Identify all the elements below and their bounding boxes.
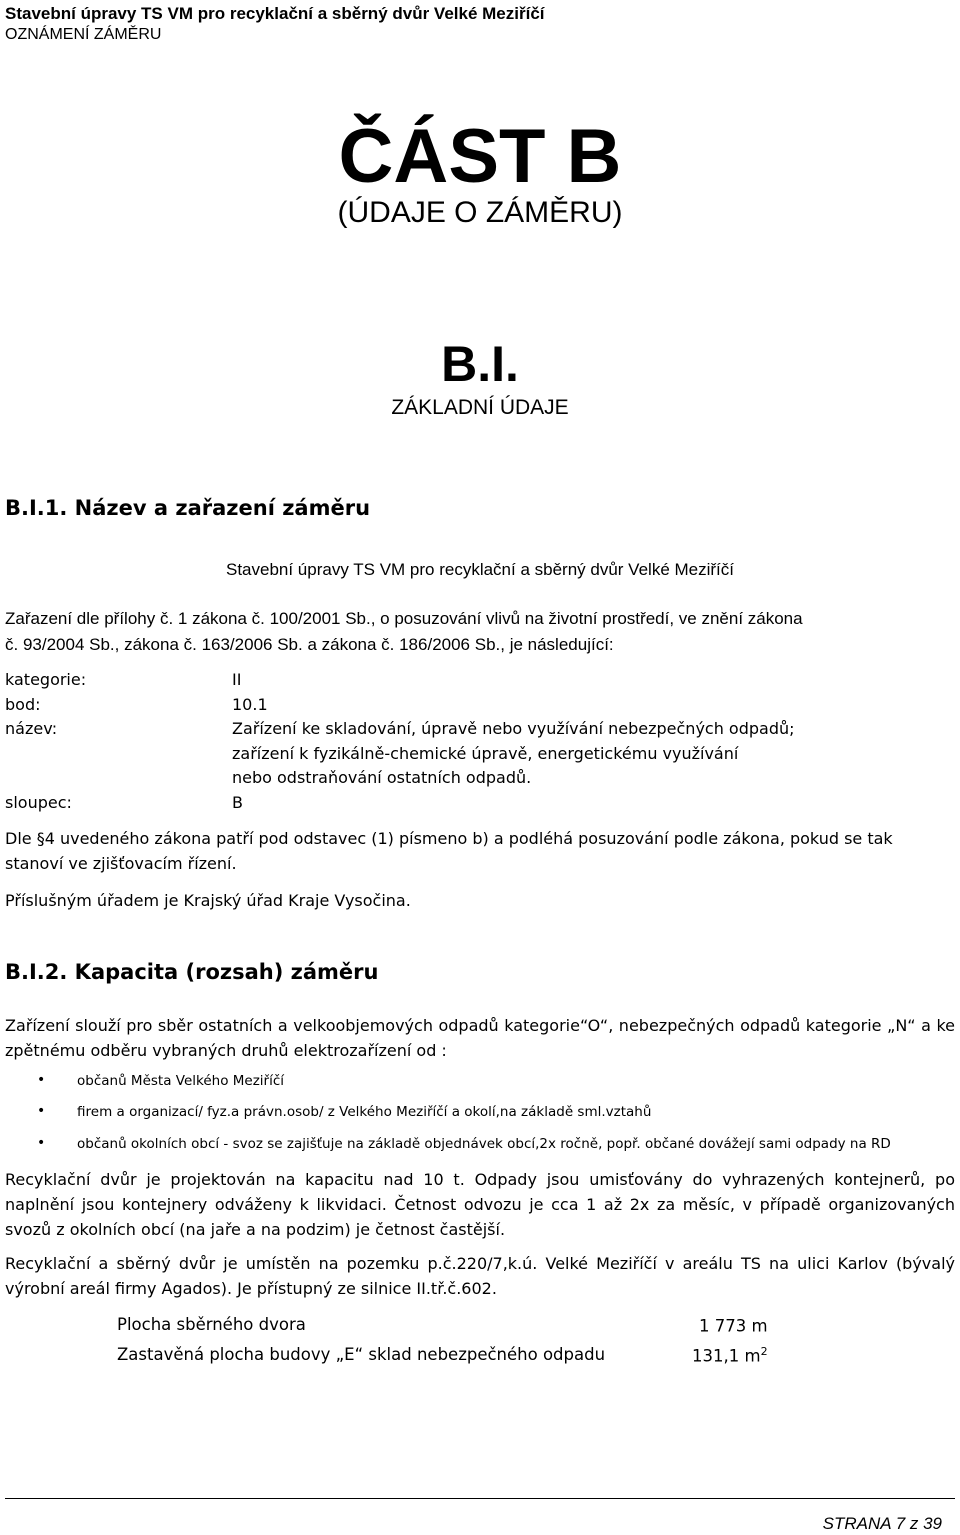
bullet-marker: • xyxy=(37,1072,46,1088)
nazev-value-line3: nebo odstraňování ostatních odpadů. xyxy=(232,768,532,787)
part-subtitle: (ÚDAJE O ZÁMĚRU) xyxy=(337,196,623,229)
capacity-intro: Zařízení slouží pro sběr ostatních a velkoobjemových odpadů kategorie“O“, nebezpečných odpadů kategorie „N“ a ke zpětnému odběru vybraných druhů elektrozařízení od : xyxy=(5,1016,955,1060)
section-2-heading: B.I.2. Kapacita (rozsah) záměru xyxy=(5,960,379,984)
kategorie-value: II xyxy=(232,670,242,689)
footer-divider xyxy=(5,1498,955,1499)
chapter-title: B.I. xyxy=(441,336,519,392)
law-paragraph: Dle §4 uvedeného zákona patří pod odstavec (1) písmeno b) a podléhá posuzování podle zákona, pokud se tak stanoví ve zjišťovacím řízení. xyxy=(5,829,893,873)
classification-intro-line2: č. 93/2004 Sb., zákona č. 163/2006 Sb. a zákona č. 186/2006 Sb., je následující: xyxy=(5,635,614,654)
nazev-label: název: xyxy=(5,719,58,738)
bullet-item: občanů okolních obcí - svoz se zajišťuje na základě objednávek obcí,2x ročně, popř. občané dovážejí sami odpady na RD xyxy=(77,1136,891,1152)
area-value-unit-exponent: 2 xyxy=(760,1345,768,1358)
location-paragraph: Recyklační a sběrný dvůr je umístěn na pozemku p.č.220/7,k.ú. Velké Meziříčí v areálu TS na ulici Karlov (bývalý výrobní areál firmy Agados). Je přístupný ze silnice II.tř.č.602. xyxy=(5,1254,955,1298)
area-row-value xyxy=(699,1315,768,1336)
document-header-subtitle: OZNÁMENÍ ZÁMĚRU xyxy=(5,26,162,43)
area-row-value xyxy=(692,1345,768,1366)
sloupec-value: B xyxy=(232,793,243,812)
authority-paragraph: Příslušným úřadem je Krajský úřad Kraje Vysočina. xyxy=(5,891,411,910)
bullet-marker: • xyxy=(37,1135,46,1151)
project-name: Stavební úpravy TS VM pro recyklační a sběrný dvůr Velké Meziříčí xyxy=(225,560,734,579)
area-row-label: Plocha sběrného dvora xyxy=(117,1315,306,1334)
kategorie-label: kategorie: xyxy=(5,670,87,689)
part-title: ČÁST B xyxy=(338,114,622,199)
area-row-label: Zastavěná plocha budovy „E“ sklad nebezpečného odpadu xyxy=(117,1345,606,1364)
bullet-item: občanů Města Velkého Meziříčí xyxy=(77,1073,285,1089)
bod-value: 10.1 xyxy=(232,695,268,714)
chapter-subtitle: ZÁKLADNÍ ÚDAJE xyxy=(391,396,569,419)
bullet-item: firem a organizací/ fyz.a právn.osob/ z Velkého Meziříčí a okolí,na základě sml.vztahů xyxy=(77,1104,652,1120)
classification-intro-line1: Zařazení dle přílohy č. 1 zákona č. 100/2001 Sb., o posuzování vlivů na životní prostředí, ve znění zákona xyxy=(5,609,803,628)
document-header-title: Stavební úpravy TS VM pro recyklační a sběrný dvůr Velké Meziříčí xyxy=(5,4,545,23)
sloupec-label: sloupec: xyxy=(5,793,72,812)
nazev-value-line1: Zařízení ke skladování, úpravě nebo využívání nebezpečných odpadů; xyxy=(232,719,795,738)
bullet-marker: • xyxy=(37,1103,46,1119)
capacity-paragraph: Recyklační dvůr je projektován na kapacitu nad 10 t. Odpady jsou umisťovány do vyhrazených kontejnerů, po naplnění jsou kontejnery odváženy k likvidaci. Četnost odvozu je cca 1 až 2x za měsíc, v případě organizovaných svozů z okolních obcí (na jaře a na podzim) je četnost častější. xyxy=(5,1170,955,1239)
section-1-heading: B.I.1. Název a zařazení záměru xyxy=(5,496,371,520)
area-value-number: 131,1 m xyxy=(692,1346,761,1366)
page-number: STRANA 7 z 39 xyxy=(822,1514,942,1533)
area-value-number: 1 773 m xyxy=(699,1316,768,1336)
nazev-value-line2: zařízení k fyzikálně-chemické úpravě, energetickému využívání xyxy=(232,744,739,763)
bod-label: bod: xyxy=(5,695,41,714)
